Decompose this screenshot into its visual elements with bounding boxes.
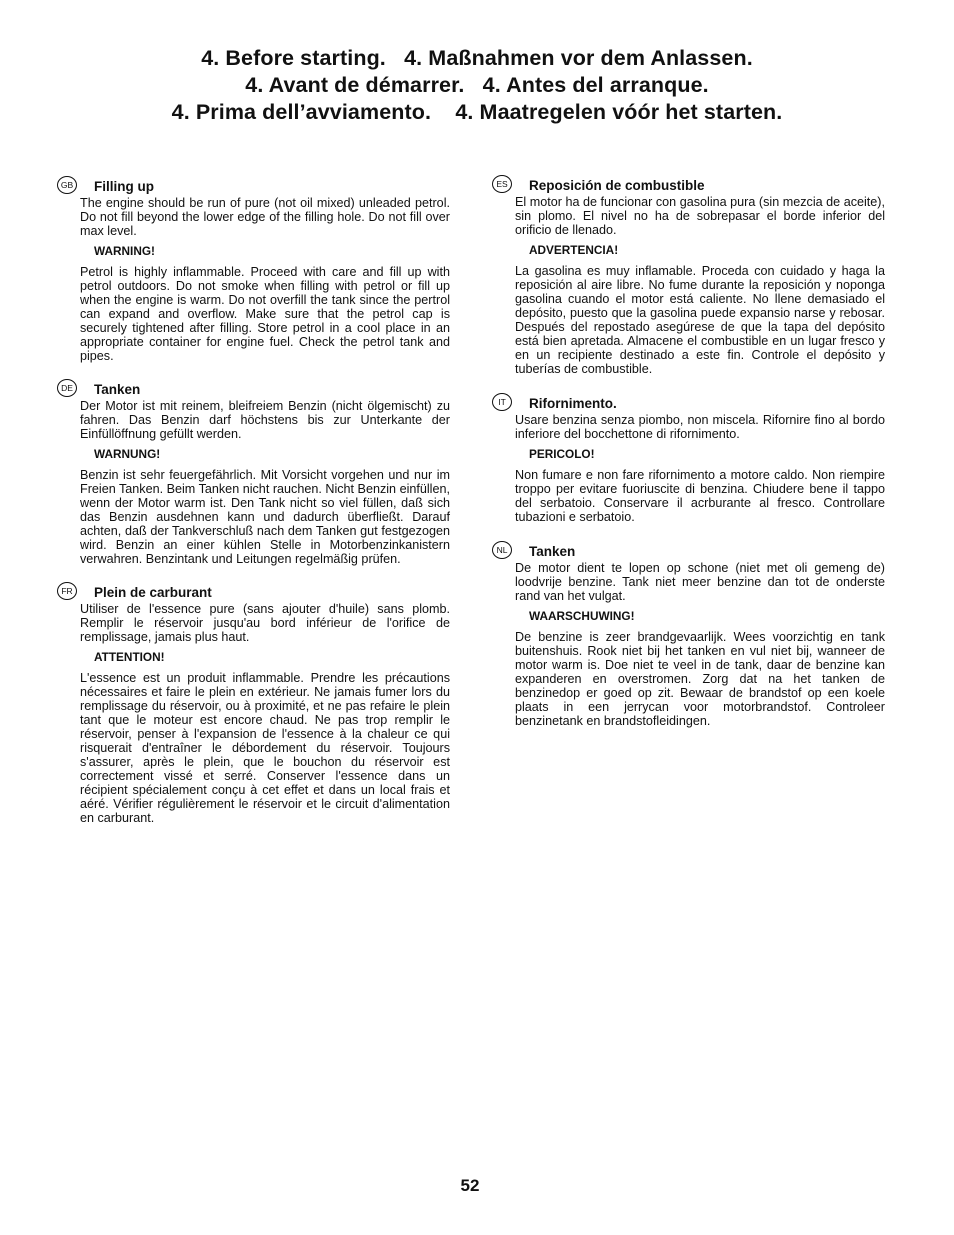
section-heading: Tanken xyxy=(529,544,576,559)
warning-label: ADVERTENCIA! xyxy=(529,243,619,257)
section-intro: Der Motor ist mit reinem, bleifreiem Benzin (nicht ölgemischt) zu fahren. Das Benzin darf höchstens bis zur Unterkante der Einfüllöffnung gefüllt werden. xyxy=(80,399,450,441)
page-number: 52 xyxy=(460,1176,480,1195)
section-intro: De motor dient te lopen op schone (niet met oli gemeng de) loodvrije benzine. Tank niet meer benzine dan tot de onderste rand van het vulgat. xyxy=(515,561,885,603)
page-title xyxy=(0,45,954,126)
de-language-badge: DE xyxy=(57,379,77,397)
es-language-badge: ES xyxy=(492,175,512,193)
gb-language-badge: GB xyxy=(57,176,77,194)
section-intro: El motor ha de funcionar con gasolina pura (sin mezcia de aceite), sin plomo. El nivel no ha de sobrepasar el borde inferior del orificio de llenado. xyxy=(515,195,885,237)
warning-text: Benzin ist sehr feuergefährlich. Mit Vorsicht vorgehen und nur im Freien Tanken. Beim Tanken nicht rauchen. Nicht Benzin einfüllen, wenn der Motor warm ist. Den Tank nicht so viel füllen, daß sich das Benzin ausdehnen kann und dadurch überfließt. Darauf achten, daß der Tankverschluß nach dem Tanken gut festgezogen wird. Benzin an einer kühlen Stelle in Motorbenzinkanistern verwahren. Benzintank und Leitungen regelmäßig prüfen. xyxy=(80,468,450,566)
warning-label: WARNUNG! xyxy=(94,447,161,461)
section-fr xyxy=(61,582,450,825)
nl-language-badge: NL xyxy=(492,541,512,559)
section-gb xyxy=(60,176,450,363)
section-nl xyxy=(496,541,885,728)
section-heading: Reposición de combustible xyxy=(529,178,705,193)
warning-label: ATTENTION! xyxy=(94,650,165,664)
warning-text: De benzine is zeer brandgevaarlijk. Wees voorzichtig en tank buitenshuis. Rook niet bij het tanken en vul niet bij, wanneer de motor warm is. Doe niet te veel in de tank, daar de benzine kan expanderen en overstromen. Zorg dat na het tanken de benzinedop er goed op zit. Bewaar de brandstof op een koele plaats in een jerrycan voor motorbrandstof. Controleer benzinetank en brandstofleidingen. xyxy=(515,630,885,728)
title-line-3: 4. Prima dell’avviamento. 4. Maatregelen vóór het starten. xyxy=(171,100,783,124)
section-es xyxy=(496,175,885,376)
warning-text: L'essence est un produit inflammable. Prendre les précautions nécessaires et faire le plein en extérieur. Ne jamais fumer lors du remplissage du réservoir, ou à proximité, et ne pas refaire le plein tant que le moteur est encore chaud. Ne pas trop remplir le réservoir, penser à l'expansion de l'essence à la chaleur ce qui risquerait d'entraîner le débordement du réservoir. Toujours s'assurer, après le plein, que le bouchon du réservoir est correctement vissé et serré. Conserver l'essence dans un récipient spécialement conçu à cet effet et dans un local frais et aéré. Vérifier régulièrement le réservoir et le circuit d'alimentation en carburant. xyxy=(80,671,450,825)
title-line-1: 4. Before starting. 4. Maßnahmen vor dem Anlassen. xyxy=(201,46,753,70)
section-heading: Plein de carburant xyxy=(94,585,212,600)
warning-label: PERICOLO! xyxy=(529,447,595,461)
left-column xyxy=(60,176,450,840)
section-heading: Rifornimento. xyxy=(529,396,617,411)
section-heading: Filling up xyxy=(94,179,154,194)
section-heading: Tanken xyxy=(94,382,141,397)
warning-label: WARNING! xyxy=(94,244,155,258)
warning-label: WAARSCHUWING! xyxy=(529,609,635,623)
section-it xyxy=(498,393,885,524)
right-column xyxy=(496,175,885,743)
section-intro: Utiliser de l'essence pure (sans ajouter d'huile) sans plomb. Remplir le réservoir jusqu'au bord inférieur de l'orifice de remplissage, jamais plus haut. xyxy=(80,602,450,644)
it-language-badge: IT xyxy=(492,393,512,411)
title-line-2: 4. Avant de démarrer. 4. Antes del arranque. xyxy=(245,73,709,97)
warning-text: La gasolina es muy inflamable. Proceda con cuidado y haga la reposición al aire libre. No fume durante la reposición y noponga gasolina cuando el motor está caliente. No llene demasiado el depósito, puesto que la gasolina puede expansio narse y rebosar. Después del repostado asegúrese de que la tapa del depósito está bien apretada. Almacene el combustible en un lugar fresco y en un recipiente destinado a este fin. Controle el depósito y tuberías de combustible. xyxy=(515,264,885,376)
section-intro: Usare benzina senza piombo, non miscela. Rifornire fino al bordo inferiore del bocchettone di rifornimento. xyxy=(515,413,885,441)
section-intro: The engine should be run of pure (not oil mixed) unleaded petrol. Do not fill beyond the lower edge of the filling hole. Do not fill over max level. xyxy=(80,196,450,238)
warning-text: Non fumare e non fare rifornimento a motore caldo. Non riempire troppo per evitare fuoriuscite di benzina. Chiudere bene il tappo del serbatoio. Conservare il acrburante al fresco. Controllare tubazioni e serbatoio. xyxy=(515,468,885,524)
fr-language-badge: FR xyxy=(57,582,77,600)
section-de xyxy=(61,379,450,566)
warning-text: Petrol is highly inflammable. Proceed with care and fill up with petrol outdoors. Do not smoke when filling with petrol or fill up when the engine is warm. Do not overfill the tank since the pertrol can expand and overflow. Make sure that the petrol cap is securely tightened after filling. Store petrol in a cool place in an appropriate container for engine fuel. Check the petrol tank and pipes. xyxy=(80,265,450,363)
